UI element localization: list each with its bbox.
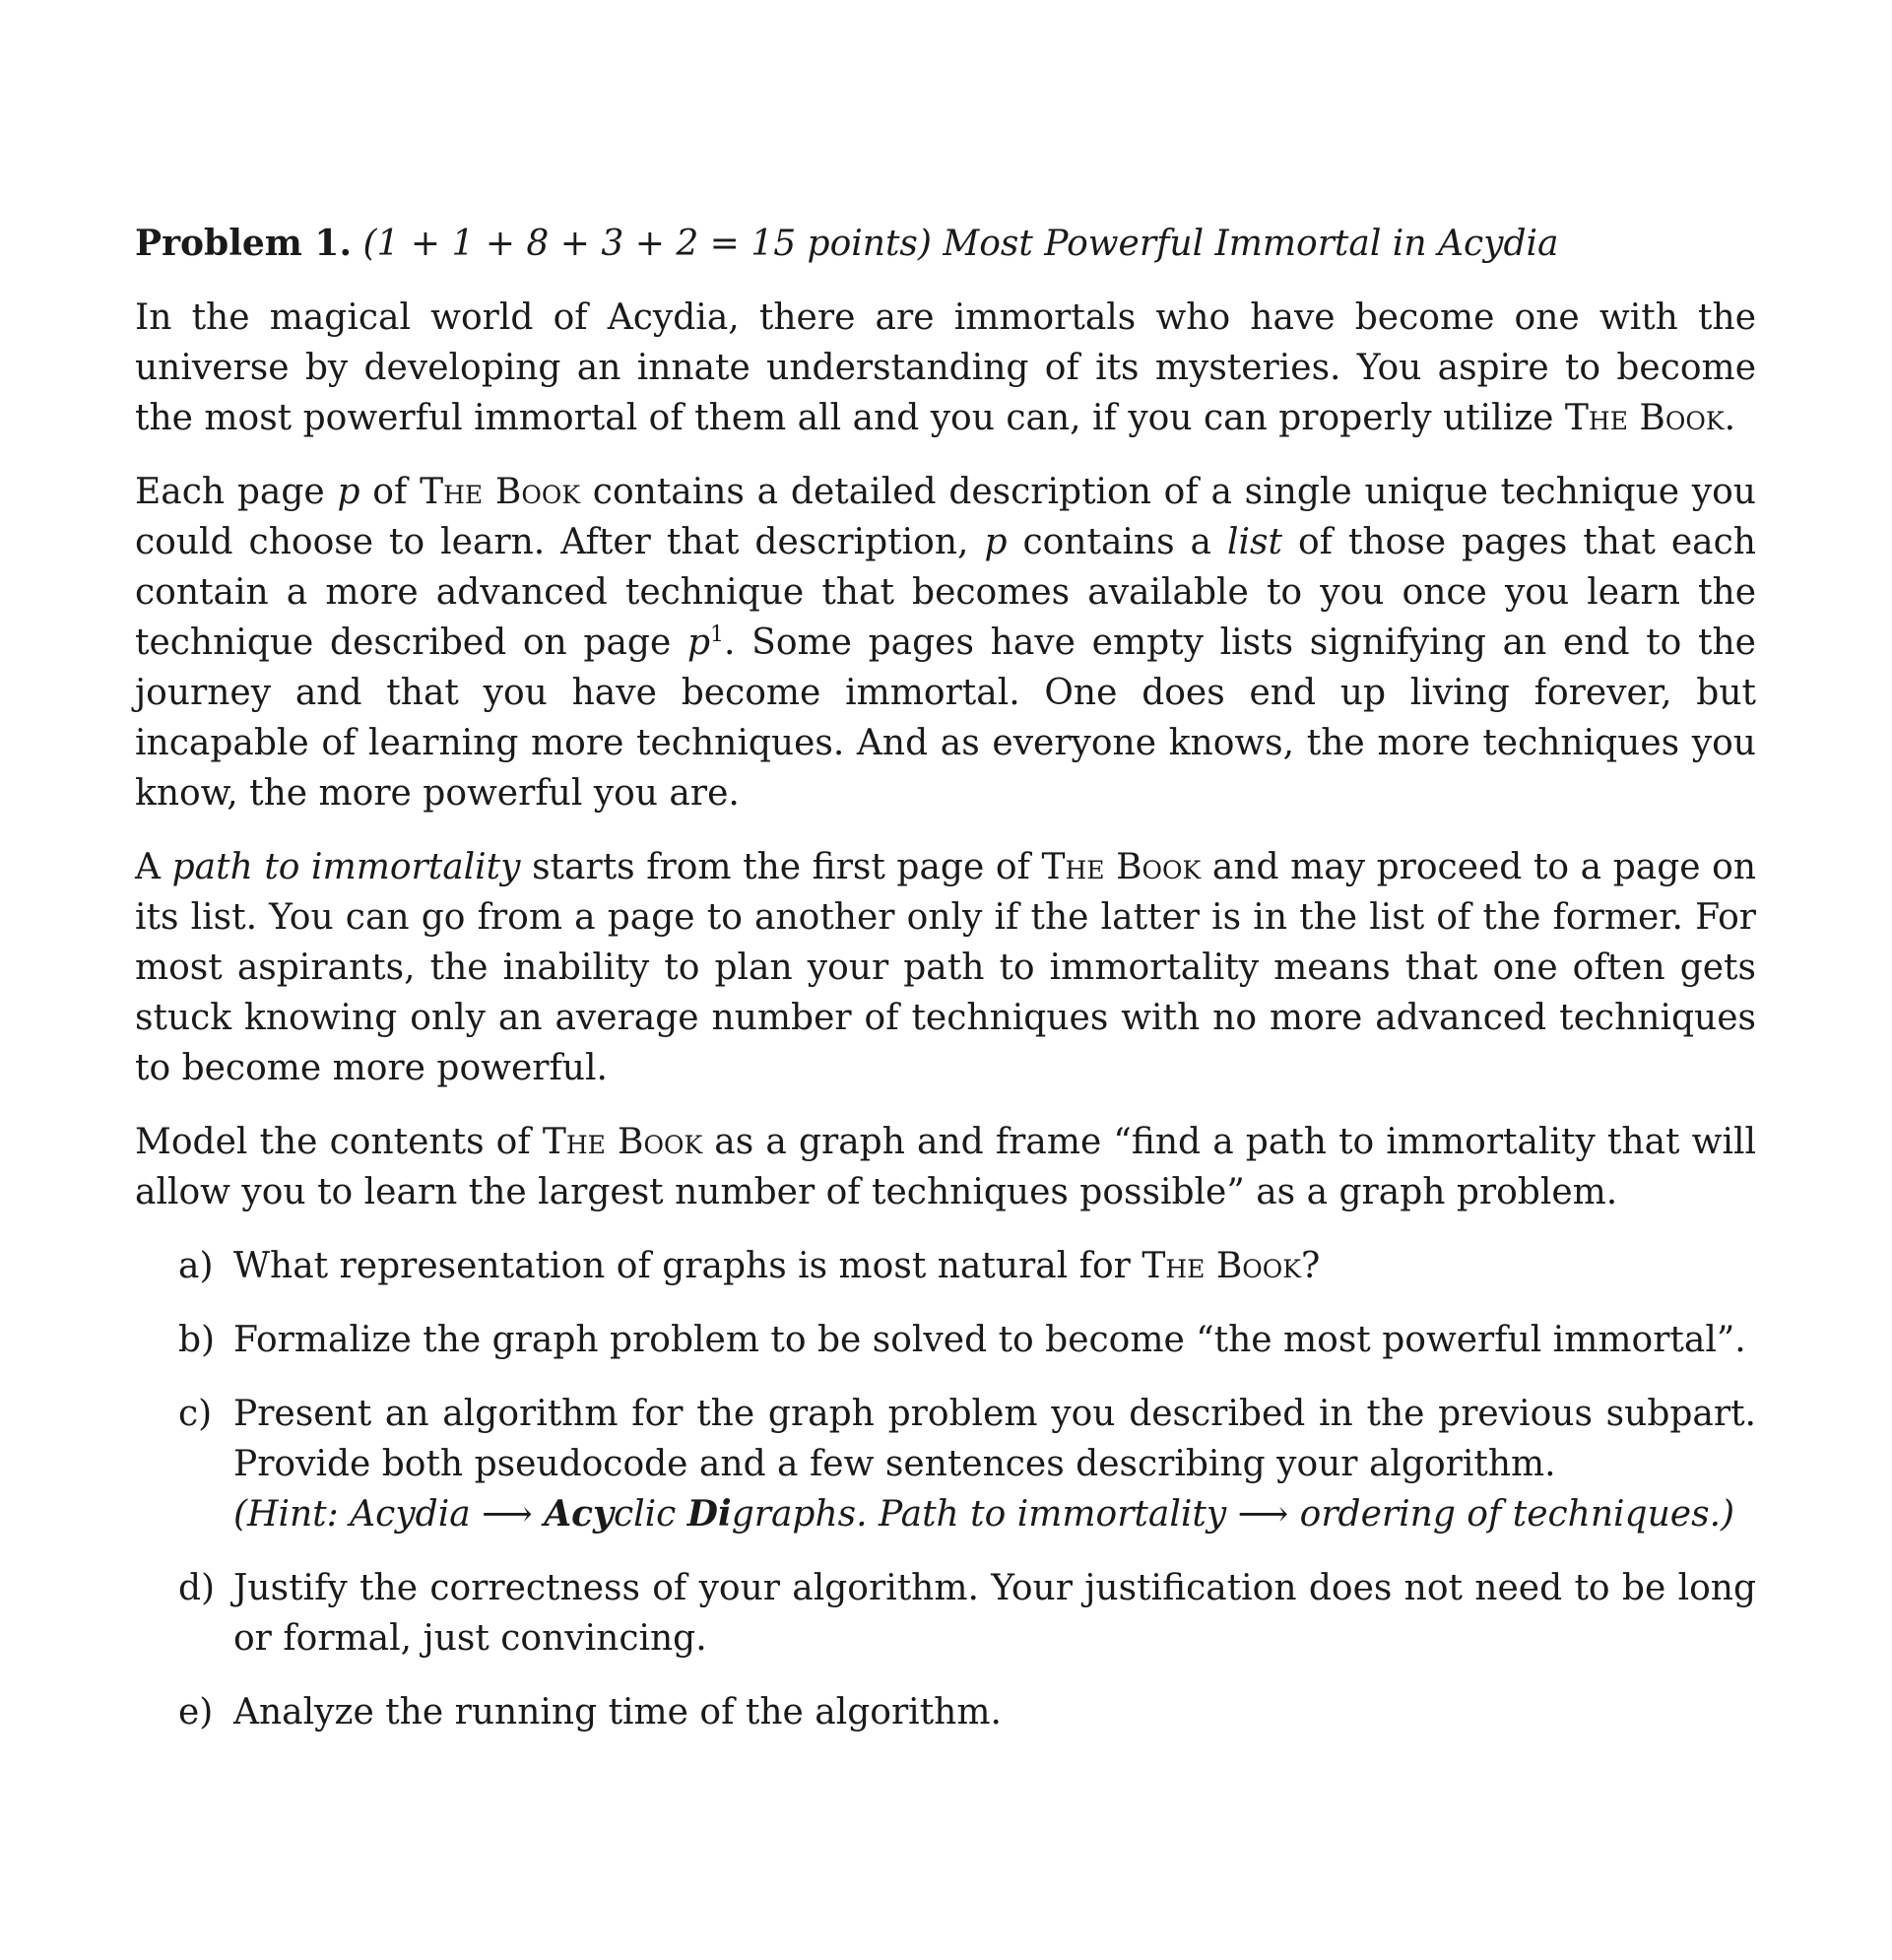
pages-text-1: Each page bbox=[135, 472, 338, 512]
subpart-marker: e) bbox=[178, 1692, 214, 1732]
hint-di-bold: Di bbox=[686, 1493, 732, 1535]
hint-graphs: graphs. Path to immortality ⟶ ordering of techniques.) bbox=[731, 1494, 1735, 1535]
variable-p: p bbox=[686, 622, 711, 663]
path-text-3: and may proceed to a page on its list. You can go from a page to another only if the latter is in the list of the former. For most aspirants, the inability to plan your path to immortality means that one often gets stuck knowing only an average number of techniques with no more advanced techniques to become more powerful. bbox=[135, 847, 1756, 1088]
subpart-end: ? bbox=[1300, 1246, 1321, 1286]
subpart-marker: c) bbox=[178, 1394, 213, 1434]
subpart-c bbox=[178, 1389, 1756, 1539]
hint-clic: clic bbox=[613, 1494, 687, 1535]
paragraph-intro bbox=[135, 293, 1756, 443]
the-book-term: The Book bbox=[1041, 847, 1202, 887]
subpart-a bbox=[178, 1241, 1756, 1291]
subpart-marker: a) bbox=[178, 1246, 214, 1286]
subpart-text: Analyze the running time of the algorithm. bbox=[233, 1692, 1002, 1732]
subparts-list bbox=[135, 1241, 1756, 1737]
paragraph-pages bbox=[135, 467, 1756, 818]
the-book-term: The Book bbox=[542, 1122, 703, 1162]
the-book-term: The Book bbox=[420, 472, 581, 512]
model-text-1: Model the contents of bbox=[135, 1122, 543, 1162]
variable-p: p bbox=[984, 522, 1008, 562]
subpart-text: What representation of graphs is most natural for bbox=[233, 1246, 1142, 1286]
intro-end: . bbox=[1724, 398, 1736, 438]
problem-points-title: (1 + 1 + 8 + 3 + 2 = 15 points) Most Powerful Immortal in Acydia bbox=[362, 224, 1559, 264]
pages-text-4: contains a bbox=[1007, 522, 1227, 562]
subpart-text: Justify the correctness of your algorithm. Your justification does not need to be long or formal, just convincing. bbox=[233, 1568, 1756, 1659]
paragraph-model bbox=[135, 1117, 1756, 1217]
subpart-marker: b) bbox=[178, 1320, 216, 1360]
hint-text bbox=[233, 1489, 1756, 1539]
pages-text-5: of those pages that each contain a more advanced technique that becomes available to you once you learn the technique described on page bbox=[135, 522, 1756, 663]
the-book-term: The Book bbox=[1564, 398, 1725, 438]
subpart-b bbox=[178, 1315, 1756, 1365]
problem-document bbox=[135, 219, 1756, 1761]
problem-heading bbox=[135, 219, 1756, 269]
pages-text-3: contains a detailed description of a single unique technique you could choose to learn. After that description, bbox=[135, 472, 1756, 562]
subpart-text: Formalize the graph problem to be solved to become “the most powerful immortal”. bbox=[233, 1320, 1746, 1360]
paragraph-path bbox=[135, 842, 1756, 1093]
intro-text: In the magical world of Acydia, there are immortals who have become one with the universe by developing an innate understanding of its mysteries. You aspire to become the most powerful immortal of them all and you can, if you can properly utilize bbox=[135, 297, 1756, 438]
subpart-d bbox=[178, 1563, 1756, 1664]
path-text-2: starts from the first page of bbox=[520, 847, 1042, 887]
hint-open: (Hint: Acydia ⟶ bbox=[233, 1494, 545, 1535]
the-book-term: The Book bbox=[1142, 1246, 1301, 1286]
subpart-marker: d) bbox=[178, 1568, 216, 1608]
path-text-1: A bbox=[135, 847, 172, 887]
path-to-immortality-term: path to immortality bbox=[171, 847, 521, 887]
subpart-e bbox=[178, 1687, 1756, 1737]
pages-text-6: . Some pages have empty lists signifying an end to the journey and that you have become immortal. One does end up living forever, but incapable of learning more techniques. And as everyone knows, the more techniques you know, the more powerful you are. bbox=[135, 622, 1756, 814]
subpart-text: Present an algorithm for the graph problem you described in the previous subpart. Provide both pseudocode and a few sentences describing your algorithm. bbox=[233, 1394, 1756, 1484]
model-text-2: as a graph and frame “find a path to immortality that will allow you to learn the largest number of techniques possible” as a graph problem. bbox=[135, 1122, 1757, 1212]
problem-label: Problem 1. bbox=[135, 223, 353, 264]
pages-text-2: of bbox=[359, 472, 421, 512]
variable-p: p bbox=[337, 472, 360, 512]
hint-acy-bold: Acy bbox=[544, 1493, 614, 1535]
footnote-marker: 1 bbox=[710, 622, 725, 647]
list-term: list bbox=[1227, 522, 1282, 562]
